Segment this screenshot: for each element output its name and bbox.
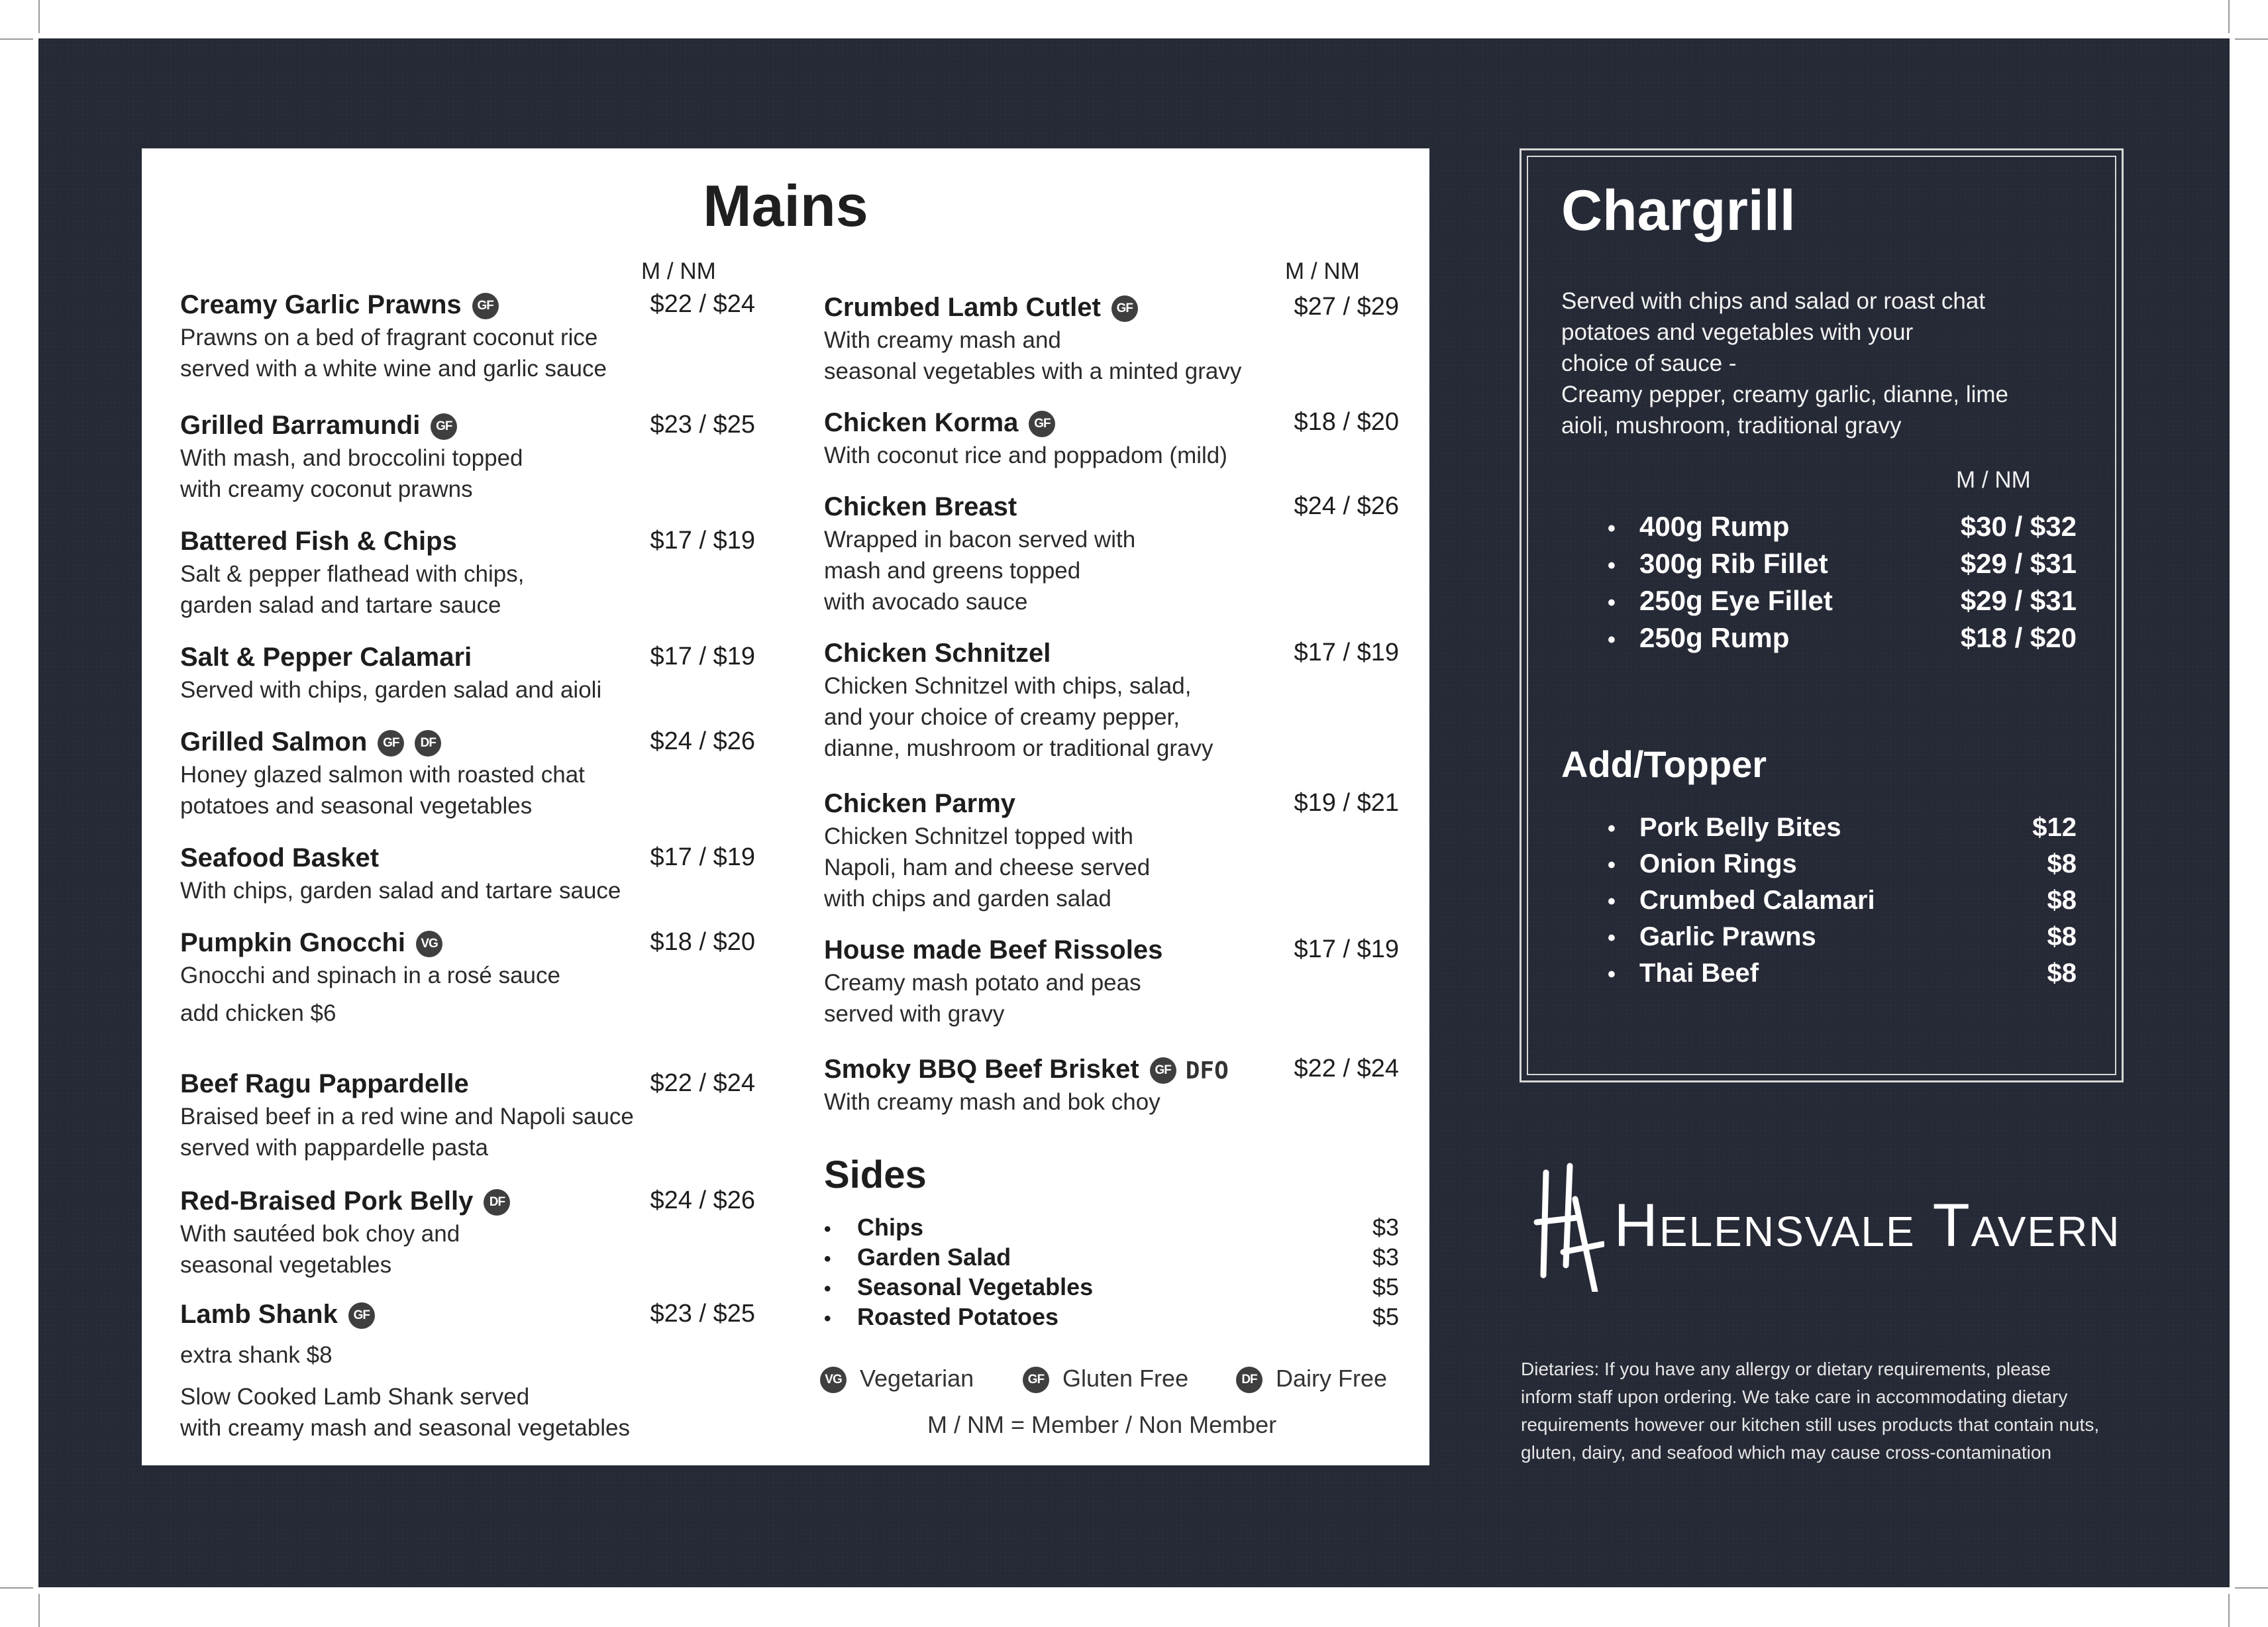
dietaries-line: Dietaries: If you have any allergy or dietary requirements, please	[1521, 1359, 2051, 1379]
gf-legend-icon: GF	[1023, 1367, 1049, 1393]
chargrill-item-price: $29 / $31	[1960, 585, 2077, 616]
menu-item-price: $18 / $20	[650, 928, 755, 956]
menu-item-name	[824, 293, 1138, 323]
topper-item	[1608, 959, 1759, 988]
description-line: Slow Cooked Lamb Shank served	[180, 1384, 530, 1410]
topper-item	[1608, 849, 1797, 879]
legend-label: Vegetarian	[860, 1365, 974, 1392]
menu-item-description	[180, 1218, 460, 1281]
description-line: Prawns on a bed of fragrant coconut rice	[180, 325, 598, 350]
topper-item-price: $8	[2047, 922, 2077, 951]
menu-item-description	[824, 440, 1227, 471]
crop-mark	[2228, 0, 2230, 33]
description-line: With creamy mash and	[824, 327, 1061, 353]
menu-item-description	[180, 1332, 630, 1443]
menu-item-name	[180, 643, 472, 672]
side-item-name: Seasonal Vegetables	[857, 1273, 1094, 1300]
menu-item-name	[180, 928, 442, 958]
bullet-icon: •	[1608, 627, 1616, 653]
gf-badge-icon: GF	[1150, 1057, 1176, 1084]
menu-item-name	[180, 1069, 469, 1099]
crop-mark	[38, 0, 40, 33]
topper-title: Add/Topper	[1561, 743, 1767, 785]
dietaries-note	[1521, 1355, 2157, 1467]
menu-item-price: $23 / $25	[650, 1300, 755, 1328]
side-item-price: $3	[1372, 1214, 1399, 1241]
topper-item	[1608, 886, 1875, 916]
menu-item-description	[180, 875, 621, 906]
dietaries-line: gluten, dairy, and seafood which may cause cross-contamination	[1521, 1442, 2052, 1463]
chargrill-item	[1608, 548, 1828, 580]
menu-item-name	[824, 789, 1015, 819]
chargrill-title: Chargrill	[1561, 179, 1796, 242]
topper-item-name: Crumbed Calamari	[1639, 886, 1875, 915]
side-item	[824, 1303, 1058, 1331]
menu-item-price: $18 / $20	[1294, 408, 1399, 436]
topper-item-price: $12	[2032, 813, 2077, 842]
chargrill-item-name: 400g Rump	[1639, 511, 1790, 542]
gf-badge-icon: GF	[1111, 295, 1138, 322]
description-line: potatoes and seasonal vegetables	[180, 793, 533, 819]
description-line: Salt & pepper flathead with chips,	[180, 561, 525, 587]
bullet-icon: •	[824, 1218, 831, 1240]
menu-item-name	[824, 935, 1162, 965]
side-item	[824, 1214, 923, 1241]
description-line: Honey glazed salmon with roasted chat	[180, 762, 585, 788]
side-item-price: $3	[1372, 1243, 1399, 1271]
right-column-header: M / NM	[1285, 258, 1360, 284]
dfo-label: DFO	[1185, 1057, 1229, 1084]
description-line: dianne, mushroom or traditional gravy	[824, 735, 1213, 761]
menu-item-description	[824, 670, 1213, 764]
dietaries-line: requirements however our kitchen still uses products that contain nuts,	[1521, 1414, 2100, 1435]
description-line: seasonal vegetables	[180, 1252, 392, 1278]
ht-monogram-icon	[1531, 1159, 1604, 1292]
menu-item-price: $17 / $19	[650, 843, 755, 871]
menu-item-price: $22 / $24	[650, 1069, 755, 1097]
menu-item-price: $24 / $26	[650, 1186, 755, 1214]
description-line: seasonal vegetables with a minted gravy	[824, 358, 1242, 384]
gf-badge-icon: GF	[431, 413, 457, 440]
vg-badge-icon: VG	[416, 931, 442, 957]
description-line: Chicken Schnitzel topped with	[824, 823, 1133, 849]
menu-item-name	[180, 1186, 510, 1216]
description-line: With coconut rice and poppadom (mild)	[824, 443, 1227, 468]
bullet-icon: •	[1608, 925, 1616, 951]
crop-mark	[0, 1587, 33, 1589]
menu-item-price: $17 / $19	[650, 643, 755, 670]
chargrill-item-price: $30 / $32	[1960, 511, 2077, 542]
legend-item	[1023, 1365, 1188, 1393]
menu-item-description	[180, 558, 524, 621]
topper-item-name: Pork Belly Bites	[1639, 813, 1841, 842]
menu-item-name	[180, 411, 457, 441]
description-line: with chips and garden salad	[824, 886, 1111, 912]
menu-item-name	[180, 290, 499, 320]
intro-line: choice of sauce -	[1561, 350, 1737, 376]
side-item-name: Garden Salad	[857, 1243, 1011, 1271]
description-line: served with gravy	[824, 1001, 1005, 1027]
menu-item-price: $24 / $26	[1294, 492, 1399, 520]
side-item	[824, 1273, 1093, 1301]
chargrill-item-name: 300g Rib Fillet	[1639, 548, 1828, 579]
menu-item-name	[180, 527, 457, 556]
crop-mark	[38, 1594, 40, 1627]
item-name-text: Salt & Pepper Calamari	[180, 643, 472, 672]
menu-item-description	[824, 1086, 1160, 1118]
chargrill-item-name: 250g Rump	[1639, 622, 1790, 653]
left-column-header: M / NM	[641, 258, 716, 284]
gf-badge-icon: GF	[472, 293, 499, 319]
menu-item-description	[180, 443, 523, 505]
menu-item-name	[180, 727, 441, 757]
mains-title: Mains	[703, 173, 868, 238]
item-name-text: Pumpkin Gnocchi	[180, 928, 406, 957]
item-name-text: Chicken Parmy	[824, 789, 1016, 818]
gf-badge-icon: GF	[378, 730, 404, 757]
description-line: With creamy mash and bok choy	[824, 1089, 1160, 1115]
menu-item-price: $23 / $25	[650, 411, 755, 439]
legend-item	[820, 1365, 974, 1393]
description-line: With chips, garden salad and tartare sauce	[180, 878, 621, 904]
df-legend-icon: DF	[1236, 1367, 1263, 1393]
description-line: Creamy mash potato and peas	[824, 970, 1141, 996]
item-name-text: Chicken Korma	[824, 408, 1019, 437]
side-item-name: Roasted Potatoes	[857, 1303, 1059, 1330]
item-name-text: Creamy Garlic Prawns	[180, 290, 462, 319]
chargrill-item	[1608, 622, 1789, 654]
item-name-text: Grilled Barramundi	[180, 411, 421, 440]
crop-mark	[2235, 38, 2268, 40]
bullet-icon: •	[824, 1248, 831, 1270]
topper-item-name: Onion Rings	[1639, 849, 1797, 878]
description-line: Gnocchi and spinach in a rosé sauce	[180, 963, 560, 988]
intro-line: Served with chips and salad or roast chat	[1561, 288, 1986, 314]
bullet-icon: •	[1608, 590, 1616, 615]
item-name-text: Grilled Salmon	[180, 727, 368, 757]
description-line: mash and greens topped	[824, 558, 1081, 584]
sides-title: Sides	[824, 1153, 927, 1196]
item-name-text: Battered Fish & Chips	[180, 527, 457, 556]
chargrill-column-header: M / NM	[1956, 467, 2031, 493]
df-badge-icon: DF	[484, 1189, 510, 1216]
brand-name: Helensvale Tavern	[1614, 1191, 2121, 1259]
menu-item-description	[180, 759, 585, 821]
crop-mark	[2235, 1587, 2268, 1589]
description-line: with creamy coconut prawns	[180, 476, 473, 502]
menu-item-price: $22 / $24	[1294, 1055, 1399, 1082]
item-name-text: Smoky BBQ Beef Brisket	[824, 1055, 1139, 1084]
dietaries-line: inform staff upon ordering. We take care in accommodating dietary	[1521, 1387, 2068, 1407]
description-line: with avocado sauce	[824, 589, 1028, 615]
description-line: Chicken Schnitzel with chips, salad,	[824, 673, 1192, 699]
topper-item	[1608, 922, 1816, 952]
crop-mark	[0, 38, 33, 40]
df-badge-icon: DF	[415, 730, 441, 757]
menu-item-description	[824, 325, 1241, 387]
vg-legend-icon: VG	[820, 1367, 847, 1393]
chargrill-item-name: 250g Eye Fillet	[1639, 585, 1833, 616]
bullet-icon: •	[1608, 516, 1616, 541]
chargrill-item-price: $18 / $20	[1960, 622, 2077, 653]
menu-item-price: $17 / $19	[650, 527, 755, 554]
topper-item	[1608, 813, 1841, 843]
item-name-text: Seafood Basket	[180, 843, 380, 872]
bullet-icon: •	[824, 1308, 831, 1330]
menu-item-description	[180, 1101, 634, 1163]
chargrill-item-price: $29 / $31	[1960, 548, 2077, 579]
description-line: Braised beef in a red wine and Napoli sauce	[180, 1104, 634, 1129]
item-name-text: Lamb Shank	[180, 1300, 338, 1329]
side-item	[824, 1243, 1011, 1271]
menu-item-price: $17 / $19	[1294, 935, 1399, 963]
description-line: Wrapped in bacon served with	[824, 527, 1136, 552]
legend-label: Gluten Free	[1062, 1365, 1189, 1392]
description-line: garden salad and tartare sauce	[180, 592, 501, 618]
menu-item-price: $27 / $29	[1294, 293, 1399, 321]
bullet-icon: •	[1608, 816, 1616, 841]
gf-badge-icon: GF	[1029, 411, 1055, 437]
menu-item-price: $24 / $26	[650, 727, 755, 755]
item-name-text: Chicken Schnitzel	[824, 639, 1051, 668]
intro-line: potatoes and vegetables with your	[1561, 319, 1914, 345]
description-line: With mash, and broccolini topped	[180, 445, 523, 471]
topper-item-price: $8	[2047, 849, 2077, 878]
helensvale-tavern-logo	[1531, 1159, 2121, 1292]
menu-item-description	[824, 524, 1135, 617]
menu-item-description	[180, 322, 607, 384]
menu-item-price: $19 / $21	[1294, 789, 1399, 817]
side-item-price: $5	[1372, 1273, 1399, 1300]
topper-item-name: Thai Beef	[1639, 959, 1759, 988]
bullet-icon: •	[1608, 962, 1616, 987]
member-note: M / NM = Member / Non Member	[927, 1411, 1277, 1438]
crop-mark	[2228, 1594, 2230, 1627]
description-line: extra shank $8	[180, 1342, 333, 1368]
description-line: with creamy mash and seasonal vegetables	[180, 1415, 630, 1441]
chargrill-intro	[1561, 286, 2091, 441]
item-name-text: Crumbed Lamb Cutlet	[824, 293, 1101, 322]
description-line: served with pappardelle pasta	[180, 1135, 489, 1161]
chargrill-item	[1608, 585, 1833, 617]
menu-item-name	[824, 1055, 1229, 1084]
menu-item-price: $22 / $24	[650, 290, 755, 318]
description-line: Napoli, ham and cheese served	[824, 855, 1151, 880]
topper-item-name: Garlic Prawns	[1639, 922, 1816, 951]
topper-item-price: $8	[2047, 886, 2077, 915]
menu-item-name	[180, 1300, 375, 1330]
chargrill-box	[1520, 148, 2124, 1082]
description-line: served with a white wine and garlic sauce	[180, 356, 607, 382]
menu-item-description	[180, 674, 601, 706]
bullet-icon: •	[1608, 889, 1616, 914]
item-name-text: Beef Ragu Pappardelle	[180, 1069, 469, 1098]
menu-item-description	[824, 821, 1150, 914]
topper-item-price: $8	[2047, 959, 2077, 988]
menu-item-description	[824, 967, 1141, 1029]
mains-card	[142, 148, 1429, 1465]
item-name-text: Chicken Breast	[824, 492, 1017, 521]
item-name-text: Red-Braised Pork Belly	[180, 1186, 474, 1216]
bullet-icon: •	[1608, 553, 1616, 578]
side-item-price: $5	[1372, 1303, 1399, 1330]
menu-item-name	[180, 843, 379, 873]
intro-line: aioli, mushroom, traditional gravy	[1561, 413, 1902, 439]
gf-badge-icon: GF	[348, 1302, 375, 1329]
menu-item-name	[824, 639, 1051, 668]
item-name-text: House made Beef Rissoles	[824, 935, 1163, 965]
description-line: With sautéed bok choy and	[180, 1221, 460, 1247]
bullet-icon: •	[824, 1278, 831, 1300]
description-line: and your choice of creamy pepper,	[824, 704, 1180, 730]
legend-label: Dairy Free	[1276, 1365, 1388, 1392]
menu-item-price: $17 / $19	[1294, 639, 1399, 666]
menu-item-name	[824, 492, 1017, 522]
intro-line: Creamy pepper, creamy garlic, dianne, lime	[1561, 382, 2009, 407]
side-item-name: Chips	[857, 1214, 924, 1241]
menu-item-name	[824, 408, 1055, 438]
menu-item-description	[180, 960, 560, 1029]
bullet-icon: •	[1608, 853, 1616, 878]
description-line: add chicken $6	[180, 1000, 336, 1026]
description-line: Served with chips, garden salad and aioli	[180, 677, 602, 703]
legend-item	[1236, 1365, 1387, 1393]
chargrill-item	[1608, 511, 1789, 543]
